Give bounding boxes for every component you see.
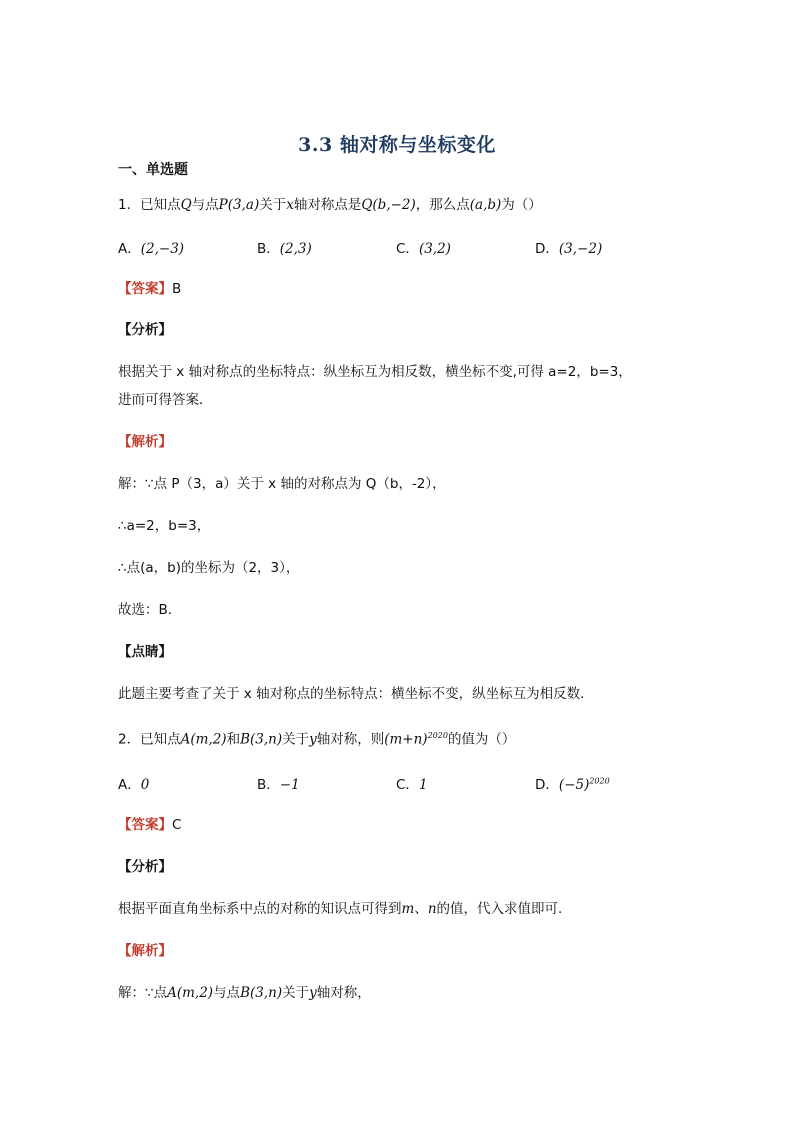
question-1-solution-line-4: 故选：B．: [118, 602, 182, 618]
question-1-answer: 【答案】B: [118, 281, 182, 297]
question-2-option-a: A．0: [118, 777, 150, 793]
question-1-solution-line-2: ∴a=2，b=3，: [118, 518, 211, 534]
question-2-option-c: C．1: [396, 777, 428, 793]
page-title: 3.3 轴对称与坐标变化: [298, 134, 496, 156]
question-1-stem: 1．已知点Q与点P(3,a)关于x轴对称点是Q(b,−2)，那么点(a,b)为（）: [118, 197, 542, 213]
question-1-option-b: B．(2,3): [257, 241, 312, 257]
question-2-option-b: B．−1: [257, 777, 300, 793]
question-2-analysis: 根据平面直角坐标系中点的对称的知识点可得到m、n的值，代入求值即可．: [118, 901, 572, 917]
question-1-option-c: C．(3,2): [396, 241, 451, 257]
question-1-option-a: A．(2,−3): [118, 241, 185, 257]
question-1-comment-tag: 【点睛】: [118, 644, 172, 660]
question-1-analysis-line-1: 根据关于 x 轴对称点的坐标特点：纵坐标互为相反数，横坐标不变,可得 a=2，b=3，: [118, 364, 632, 380]
question-2-solution-line-1: 解：∵点A(m,2)与点B(3,n)关于y轴对称，: [118, 985, 371, 1001]
question-1-solution-line-1: 解：∵点 P（3，a）关于 x 轴的对称点为 Q（b，-2），: [118, 476, 446, 492]
question-2-analysis-tag: 【分析】: [118, 859, 172, 875]
question-2-option-d: D．$(-5)^{2020}$: [535, 776, 610, 793]
question-1-solution-line-3: ∴点(a，b)的坐标为（2，3），: [118, 560, 300, 576]
question-1-analysis-tag: 【分析】: [118, 322, 172, 338]
question-2-solution-tag: 【解析】: [118, 943, 172, 959]
question-1-analysis-line-2: 进而可得答案．: [118, 392, 213, 408]
question-2-stem: 2．已知点A(m,2)和B(3,n)关于y轴对称，则$(m+n)^{2020}$的值为（）: [118, 731, 516, 748]
question-1-solution-tag: 【解析】: [118, 434, 172, 450]
question-1-option-d: D．(3,−2): [535, 241, 603, 257]
section-heading: 一、单选题: [118, 162, 188, 178]
question-1-comment: 此题主要考查了关于 x 轴对称点的坐标特点：横坐标不变，纵坐标互为相反数．: [118, 686, 594, 702]
question-2-answer: 【答案】C: [118, 817, 182, 833]
